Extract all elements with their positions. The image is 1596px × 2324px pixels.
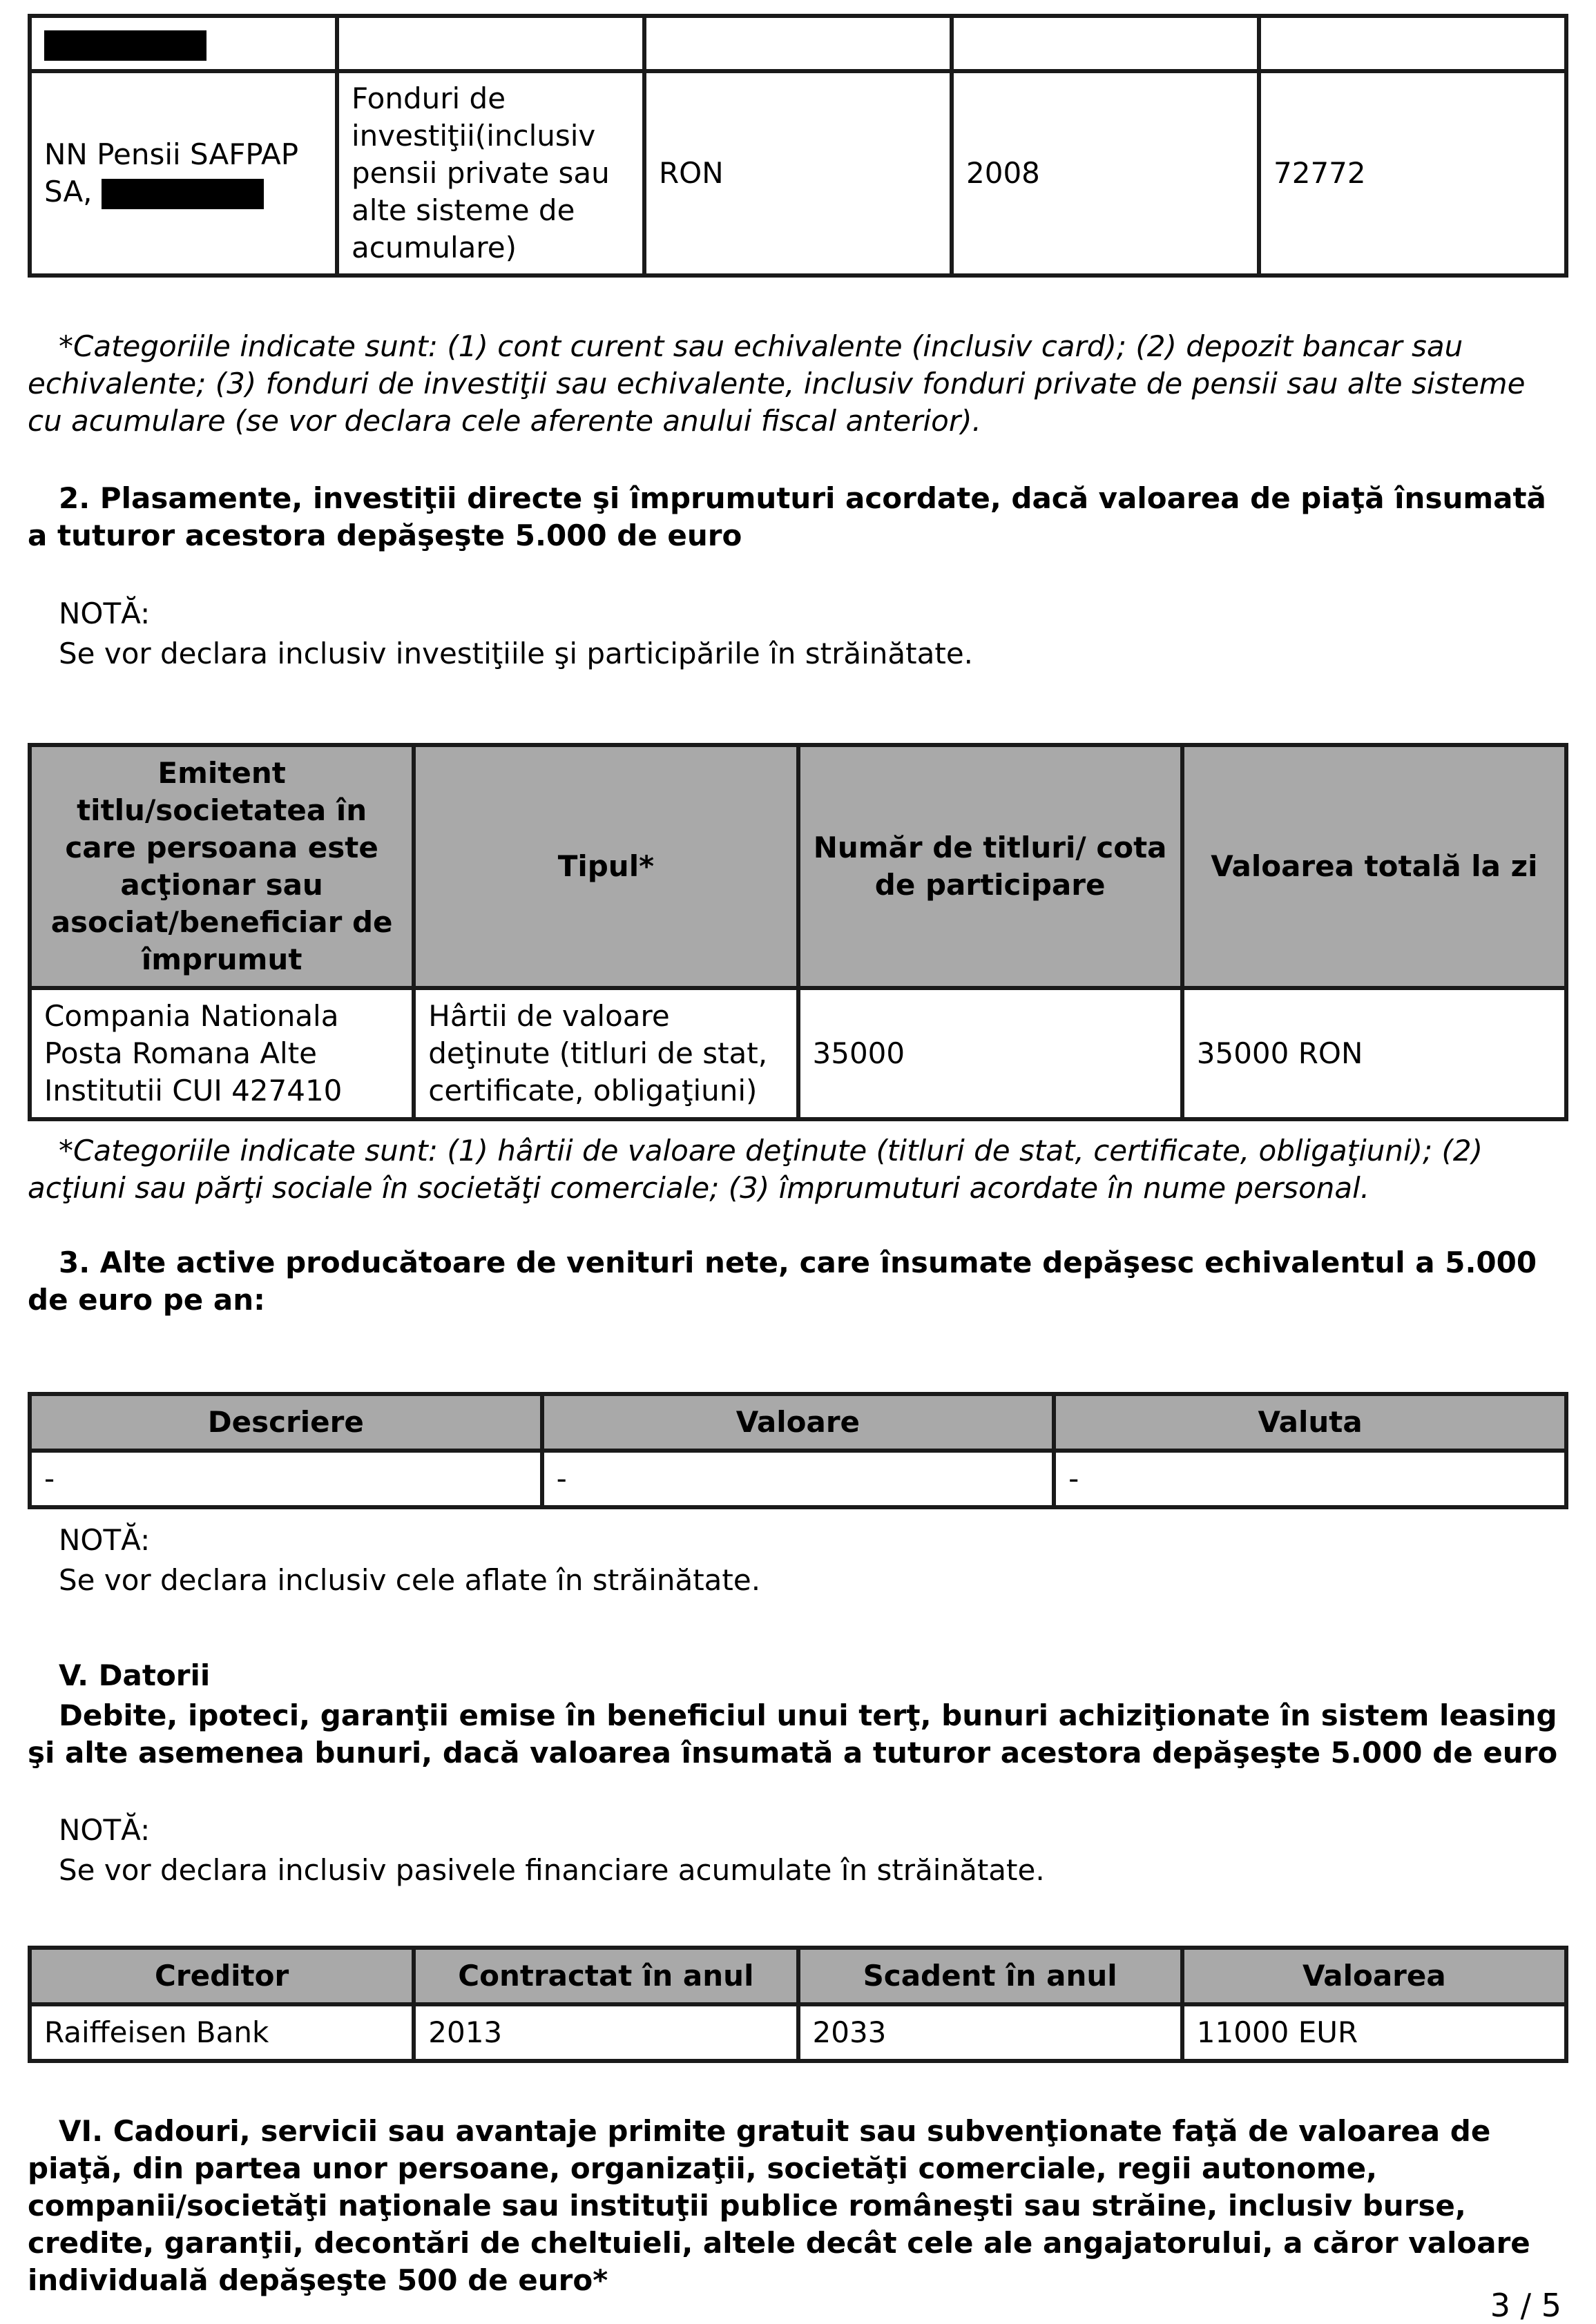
table-cell: 2033: [798, 2004, 1182, 2061]
column-header: Creditor: [30, 1948, 414, 2004]
section-5-title: V. Datorii: [59, 1658, 211, 1692]
table-cell: -: [542, 1451, 1055, 1507]
table-cell: [952, 16, 1259, 71]
table-cell: RON: [644, 71, 952, 275]
table-row: [30, 2004, 1566, 2061]
table-cell: -: [1054, 1451, 1566, 1507]
institution-name: NN Pensii SAFPAP SA,: [44, 137, 299, 209]
table-cell: 35000: [798, 988, 1182, 1119]
other-assets-table: [28, 1392, 1568, 1509]
column-header: Valuta: [1054, 1394, 1566, 1451]
table-cell: Raiffeisen Bank: [30, 2004, 414, 2061]
table-cell: [30, 16, 337, 71]
table-cell: -: [30, 1451, 542, 1507]
table-cell: [1259, 16, 1566, 71]
investments-table: [28, 743, 1568, 1121]
column-header: Contractat în anul: [414, 1948, 798, 2004]
section-5-subheading: Debite, ipoteci, garanţii emise în beneficiul unui terţ, bunuri achiziţionate în sistem leasing şi alte asemenea bunuri, dacă valoarea însumată a tuturor acestora depăşeşte 5.000 de euro: [28, 1698, 1558, 1770]
table-cell: 2013: [414, 2004, 798, 2061]
nota-label: NOTĂ:: [59, 1813, 151, 1847]
table-cell: [337, 16, 644, 71]
section-2-heading: 2. Plasamente, investiţii directe şi împrumuturi acordate, dacă valoarea de piaţă însumată a tuturor acestora depăşeşte 5.000 de euro: [28, 481, 1546, 552]
table-cell: Compania Nationala Posta Romana Alte Institutii CUI 427410: [30, 988, 414, 1119]
nota-text: Se vor declara inclusiv investiţiile şi participările în străinătate.: [59, 637, 974, 670]
table-cell: 11000 EUR: [1182, 2004, 1566, 2061]
accounts-table-continuation: [28, 14, 1568, 278]
column-header: Valoarea: [1182, 1948, 1566, 2004]
table-cell: 35000 RON: [1182, 988, 1566, 1119]
table-header-row: [30, 1394, 1566, 1451]
column-header: Emitent titlu/societatea în care persoana este acţionar sau asociat/beneficiar de împrumut: [30, 745, 414, 988]
categories-footnote: *Categoriile indicate sunt: (1) hârtii de valoare deţinute (titluri de stat, certificate, obligaţiuni); (2) acţiuni sau părţi sociale în societăţi comerciale; (3) împrumuturi acordate în nume personal.: [28, 1134, 1483, 1205]
column-header: Scadent în anul: [798, 1948, 1182, 2004]
column-header: Număr de titluri/ cota de participare: [798, 745, 1182, 988]
nota-text: Se vor declara inclusiv cele aflate în străinătate.: [59, 1563, 761, 1597]
page-number: 3 / 5: [1490, 2287, 1561, 2324]
table-cell: [644, 16, 952, 71]
column-header: Descriere: [30, 1394, 542, 1451]
debts-table: [28, 1946, 1568, 2063]
table-cell: Fonduri de investiţii(inclusiv pensii private sau alte sisteme de acumulare): [337, 71, 644, 275]
redaction-block: [44, 30, 206, 61]
table-cell: 2008: [952, 71, 1259, 275]
table-cell: Hârtii de valoare deţinute (titluri de stat, certificate, obligaţiuni): [414, 988, 798, 1119]
column-header: Valoare: [542, 1394, 1055, 1451]
column-header: Tipul*: [414, 745, 798, 988]
table-row: [30, 71, 1566, 275]
table-row: [30, 988, 1566, 1119]
nota-label: NOTĂ:: [59, 1523, 151, 1557]
section-6-heading: VI. Cadouri, servicii sau avantaje primite gratuit sau subvenţionate faţă de valoarea de piaţă, din partea unor persoane, organizaţii, societăţi comerciale, regii autonome, companii/societăţi naţionale sau instituţii publice româneşti sau străine, inclusiv burse, credite, garanţii, decontări de cheltuieli, altele decât cele ale angajatorului, a căror valoare individuală depăşeşte 500 de euro*: [28, 2114, 1530, 2297]
table-cell: 72772: [1259, 71, 1566, 275]
nota-label: NOTĂ:: [59, 597, 151, 630]
table-cell: [30, 71, 337, 275]
table-header-row: [30, 1948, 1566, 2004]
table-row: [30, 1451, 1566, 1507]
redaction-block: [102, 179, 264, 209]
section-3-heading: 3. Alte active producătoare de venituri nete, care însumate depăşesc echivalentul a 5.000 de euro pe an:: [28, 1246, 1537, 1317]
column-header: Valoarea totală la zi: [1182, 745, 1566, 988]
table-row: [30, 16, 1566, 71]
nota-text: Se vor declara inclusiv pasivele financiare acumulate în străinătate.: [59, 1853, 1045, 1887]
categories-note: *Categoriile indicate sunt: (1) cont curent sau echivalente (inclusiv card); (2) depozit bancar sau echivalente; (3) fonduri de investiţii sau echivalente, inclusiv fonduri private de pensii sau alte sisteme cu acumulare (se vor declara cele aferente anului fiscal anterior).: [28, 329, 1526, 438]
table-header-row: [30, 745, 1566, 988]
